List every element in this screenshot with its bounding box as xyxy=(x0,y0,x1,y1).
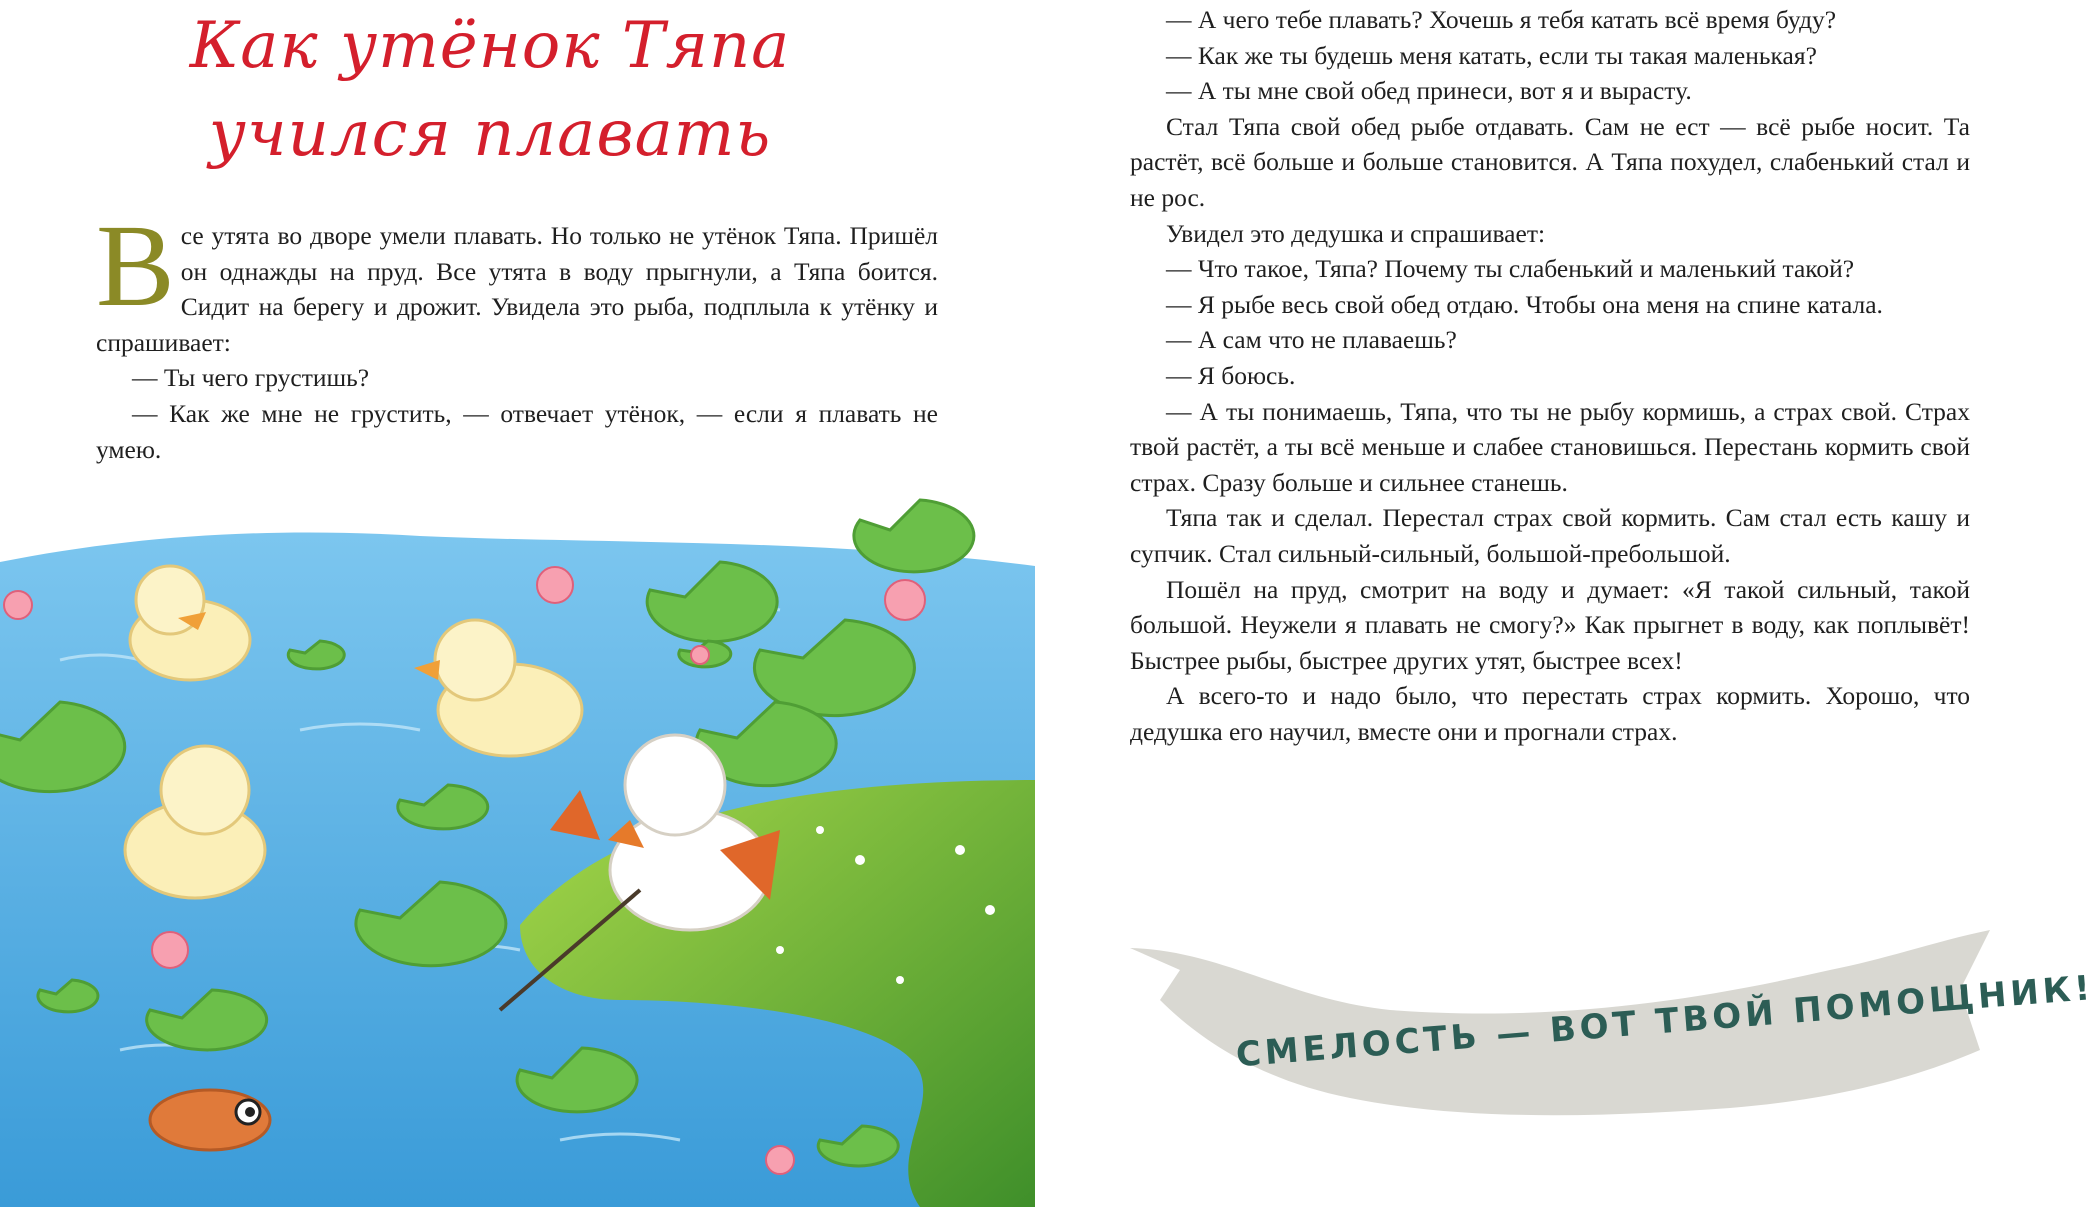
paragraph: — Как же мне не грустить, — отвечает утёнок, — если я плавать не умею. xyxy=(96,398,938,464)
moral-banner xyxy=(1130,930,2095,1130)
paragraph: — Как же ты будешь меня катать, если ты такая маленькая? xyxy=(1166,40,1817,70)
paragraph xyxy=(96,200,938,360)
paragraph: — А сам что не плаваешь? xyxy=(1166,325,1457,355)
story-text-left xyxy=(96,200,938,467)
paragraph: Пошёл на пруд, смотрит на воду и думает: «Я такой сильный, такой большой. Неужели я плавать не смогу?» Как прыгнет в воду, как поплывёт! Быстрее рыбы, быстрее других утят, быстрее всех! xyxy=(1130,574,1970,675)
drop-cap: В xyxy=(96,200,175,331)
paragraph: — Что такое, Тяпа? Почему ты слабенький и маленький такой? xyxy=(1166,254,1855,284)
paragraph: — А чего тебе плавать? Хочешь я тебя катать всё время буду? xyxy=(1166,5,1837,34)
title-line-1: Как утёнок Тяпа xyxy=(189,9,791,83)
moral-text: СМЕЛОСТЬ — ВОТ ТВОЙ ПОМОЩНИК! xyxy=(1234,968,2095,1076)
paragraph: — А ты понимаешь, Тяпа, что ты не рыбу кормишь, а страх свой. Страх твой растёт, а ты всё меньше и слабее становишься. Перестань кормить свой страх. Сразу больше и сильнее станешь. xyxy=(1130,396,1970,497)
title-line-2: учился плавать xyxy=(208,97,772,171)
pond-illustration xyxy=(0,530,1035,1207)
paragraph-text: се утята во дворе умели плавать. Но только не утёнок Тяпа. Пришёл он однажды на пруд. Все утята в воду прыгнули, а Тяпа боится. Сидит на берегу и дрожит. Увидела это рыба, подплыла к утёнку и спрашивает: xyxy=(96,221,938,357)
paragraph: — А ты мне свой обед принеси, вот я и вырасту. xyxy=(1166,76,1692,106)
paragraph: — Ты чего грустишь? xyxy=(132,363,370,393)
paragraph: Тяпа так и сделал. Перестал страх свой кормить. Сам стал есть кашу и супчик. Стал сильный-сильный, большой-пребольшой. xyxy=(1130,503,1970,568)
right-page xyxy=(1000,0,2095,1207)
paragraph: — Я рыбе весь свой обед отдаю. Чтобы она меня на спине катала. xyxy=(1166,289,1883,319)
story-text-right xyxy=(1130,2,1970,749)
paragraph: Увидел это дедушка и спрашивает: xyxy=(1166,218,1546,248)
story-title xyxy=(150,2,830,178)
paragraph: Стал Тяпа свой обед рыбе отдавать. Сам не ест — всё рыбе носит. Та растёт, всё больше и больше становится. А Тяпа похудел, слабенький стал и не рос. xyxy=(1130,111,1970,212)
left-page xyxy=(0,0,1000,1207)
paragraph: — Я боюсь. xyxy=(1166,360,1296,390)
paragraph: А всего-то и надо было, что перестать страх кормить. Хорошо, что дедушка его научил, вместе они и прогнали страх. xyxy=(1130,681,1970,746)
fish-icon xyxy=(150,1090,270,1150)
